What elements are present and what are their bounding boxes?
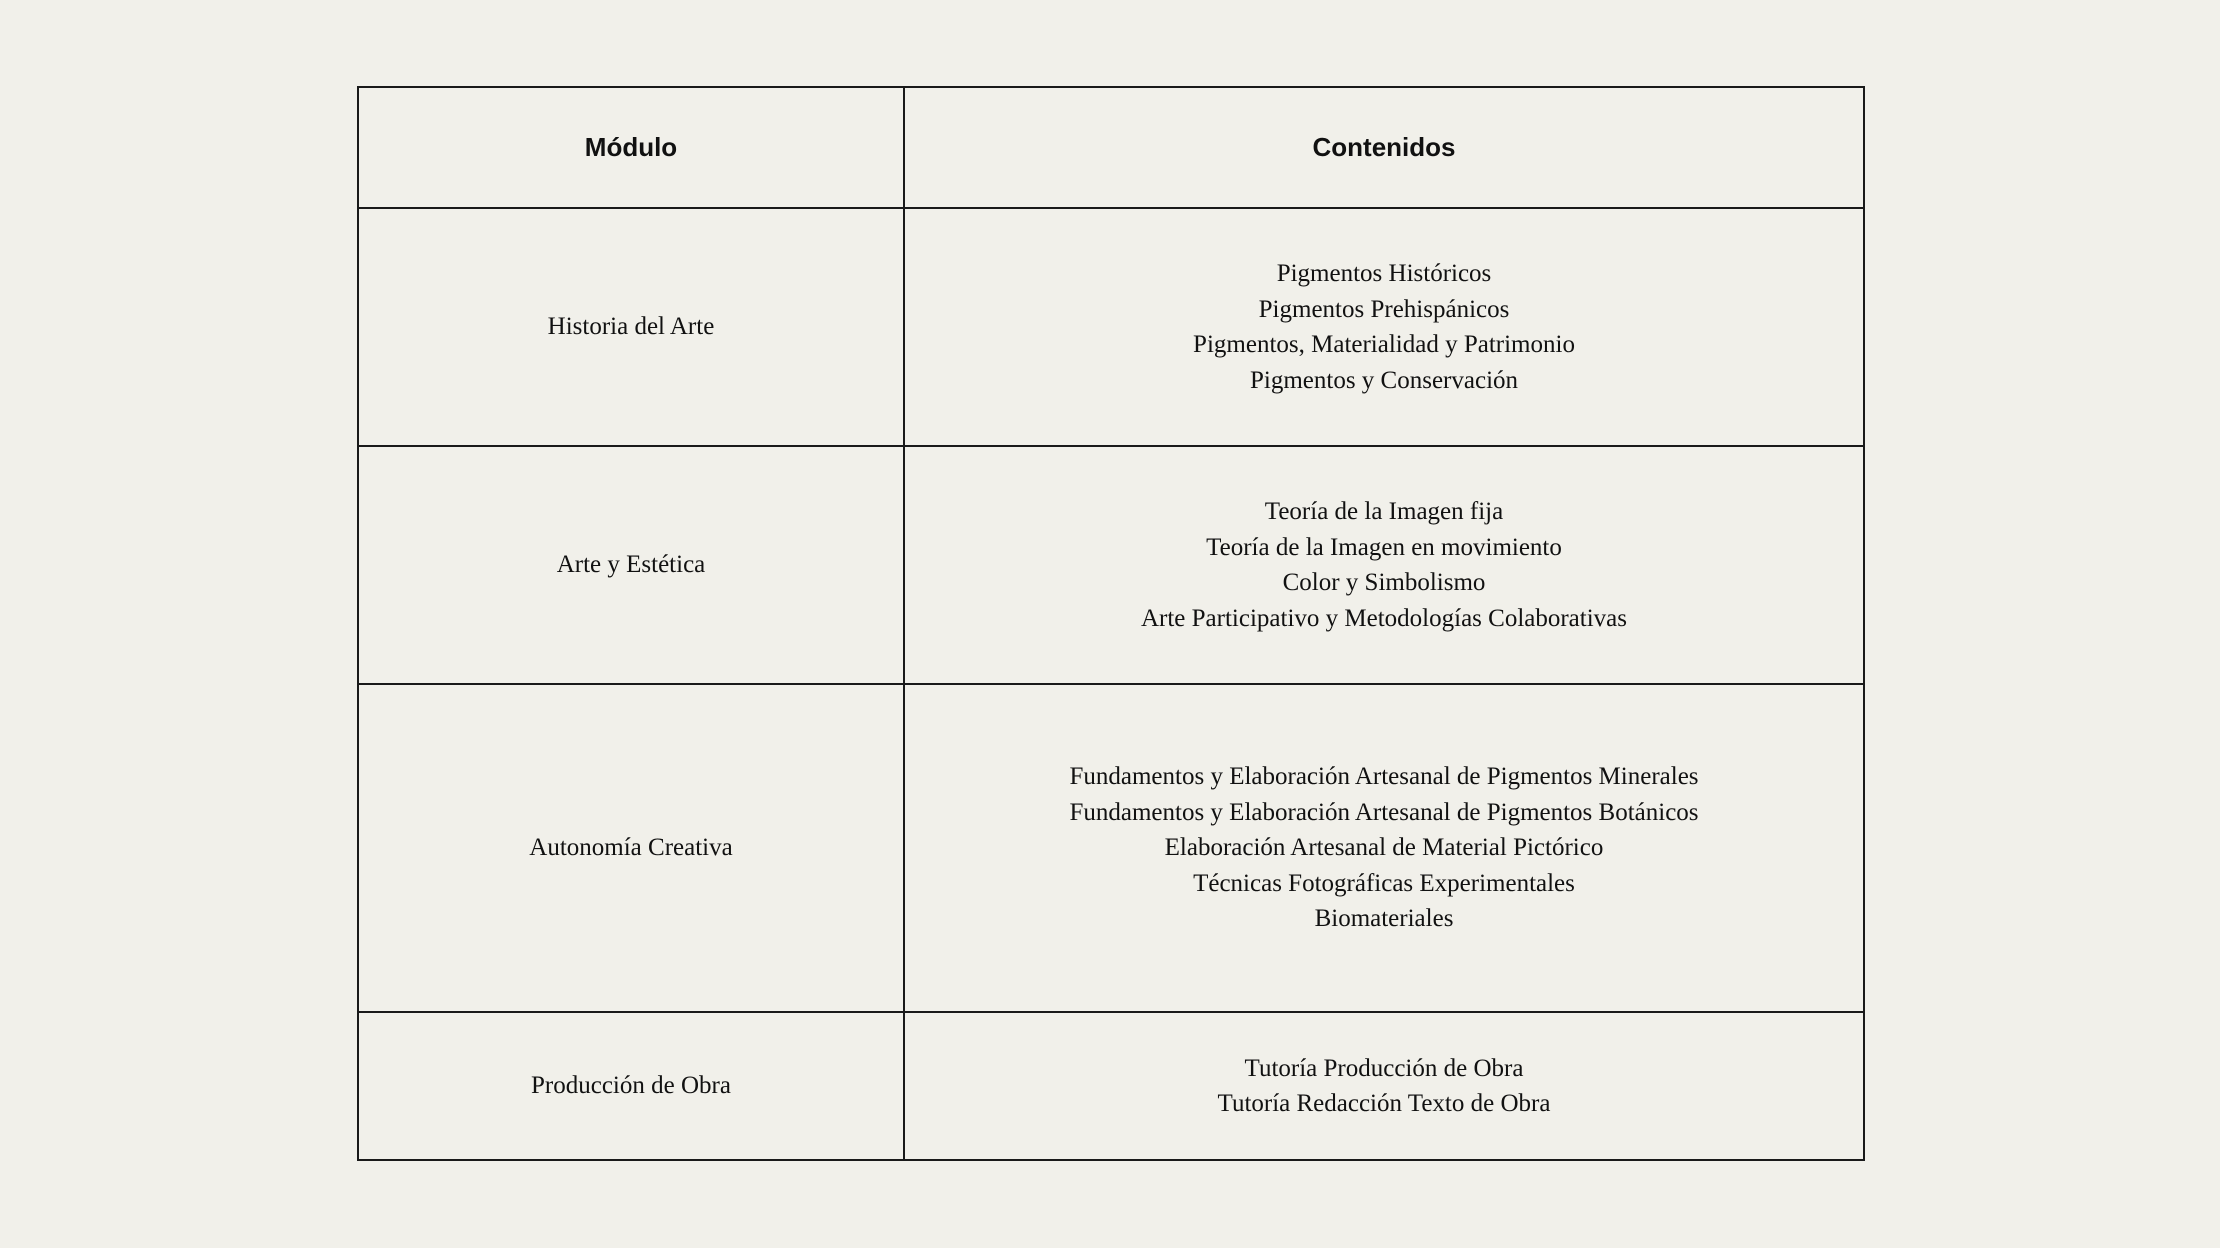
table-row [358, 1012, 1864, 1160]
content-item: Biomateriales [1314, 905, 1454, 933]
content-item: Tutoría Producción de Obra [1244, 1054, 1524, 1082]
content-item: Tutoría Redacción Texto de Obra [1217, 1090, 1551, 1117]
content-item: Pigmentos y Conservación [1249, 366, 1519, 394]
contents-cell [904, 1012, 1864, 1160]
module-column-header: Módulo [358, 87, 904, 208]
curriculum-table [357, 86, 1865, 1161]
table-header-row [358, 87, 1864, 208]
table-row [358, 208, 1864, 446]
content-item: Fundamentos y Elaboración Artesanal de Pigmentos Botánicos [1069, 798, 1699, 826]
contents-cell [904, 684, 1864, 1012]
module-cell: Producción de Obra [358, 1012, 904, 1160]
content-item: Técnicas Fotográficas Experimentales [1193, 869, 1575, 897]
module-cell: Autonomía Creativa [358, 684, 904, 1012]
content-item: Teoría de la Imagen en movimiento [1206, 533, 1562, 561]
content-item: Pigmentos Prehispánicos [1258, 295, 1510, 323]
contents-cell [904, 208, 1864, 446]
contents-column-header: Contenidos [904, 87, 1864, 208]
module-cell: Arte y Estética [358, 446, 904, 684]
content-item: Elaboración Artesanal de Material Pictórico [1164, 834, 1604, 862]
content-item: Arte Participativo y Metodologías Colaborativas [1140, 604, 1627, 632]
content-item: Color y Simbolismo [1282, 569, 1486, 596]
content-item: Fundamentos y Elaboración Artesanal de Pigmentos Minerales [1069, 763, 1699, 791]
contents-cell [904, 446, 1864, 684]
module-cell: Historia del Arte [358, 208, 904, 446]
table-row [358, 446, 1864, 684]
table-row [358, 684, 1864, 1012]
content-item: Teoría de la Imagen fija [1264, 498, 1504, 525]
content-item: Pigmentos Históricos [1276, 260, 1492, 287]
content-item: Pigmentos, Materialidad y Patrimonio [1193, 331, 1575, 358]
